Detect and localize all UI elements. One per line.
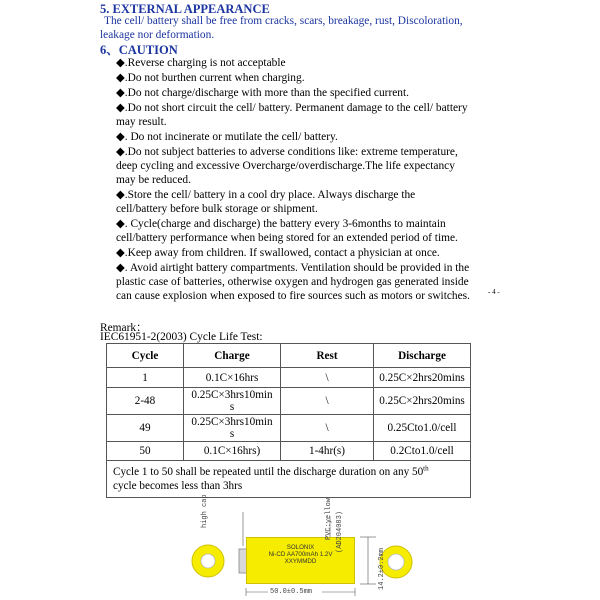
bullet-icon: ◆ — [116, 189, 125, 201]
caution-item-2: ◆.Do not burthen current when charging. — [116, 72, 305, 84]
bullet-icon: ◆ — [116, 218, 125, 230]
pvc-color-label: PVC:yellow — [325, 497, 333, 540]
cell-charge: 0.25C×3hrs10min s — [184, 415, 281, 442]
cell-discharge: 0.25C×2hrs20mins — [374, 388, 471, 415]
part-code-label: (AD204083) — [336, 510, 344, 553]
cell-rest: \ — [281, 415, 374, 442]
bullet-icon: ◆ — [116, 102, 125, 114]
cell-discharge: 0.2Cto1.0/cell — [374, 442, 471, 461]
caution-item-7: ◆.Store the cell/ battery in a cool dry place. Always discharge the — [116, 189, 416, 201]
bullet-icon: ◆ — [116, 146, 125, 158]
caution-item-3: ◆.Do not charge/discharge with more than the specified current. — [116, 87, 410, 99]
caution-item-10: ◆. Avoid airtight battery compartments. Ventilation should be provided in the — [116, 262, 470, 274]
cell-rest: 1-4hr(s) — [281, 442, 374, 461]
cell-charge: 0.1C×16hrs) — [184, 442, 281, 461]
bullet-icon: ◆ — [116, 131, 125, 143]
cell-rest: \ — [281, 368, 374, 388]
col-header-discharge: Discharge — [374, 344, 471, 368]
col-header-charge: Charge — [184, 344, 281, 368]
bullet-icon: ◆ — [116, 87, 125, 99]
brand-label: SOLONIX — [286, 544, 315, 551]
cell-cycle: 1 — [107, 368, 184, 388]
caution-item-7-cont: cell/battery before bulk storage or shipment. — [116, 203, 318, 215]
caution-item-10-cont-2: can cause explosion when exposed to fire sources such as motors or switches. — [116, 290, 470, 302]
high-cap-label: high cap — [201, 494, 209, 528]
caution-item-6-cont-2: may be reduced. — [116, 174, 191, 186]
caution-item-6: ◆.Do not subject batteries to adverse conditions like: extreme temperature, — [116, 146, 458, 158]
date-code-label: XXYMMDD — [284, 558, 317, 565]
cycle-note: Cycle 1 to 50 shall be repeated until the discharge duration on any 50th cycle becomes less than 3hrs — [107, 461, 471, 498]
length-dimension: 50.0±0.5mm — [270, 588, 313, 596]
section-5-heading: 5. EXTERNAL APPEARANCE — [100, 2, 270, 16]
bullet-icon: ◆ — [116, 247, 125, 259]
remark-label: Remark： — [100, 322, 148, 334]
battery-end-view-left — [192, 545, 224, 577]
cell-charge: 0.25C×3hrs10min s — [184, 388, 281, 415]
caution-item-1: ◆.Reverse charging is not acceptable — [116, 57, 286, 69]
cell-cycle: 2-48 — [107, 388, 184, 415]
col-header-rest: Rest — [281, 344, 374, 368]
cell-cycle: 49 — [107, 415, 184, 442]
cell-discharge: 0.25Cto1.0/cell — [374, 415, 471, 442]
col-header-cycle: Cycle — [107, 344, 184, 368]
section-5-body: The cell/ battery shall be free from cracks, scars, breakage, rust, Discoloration, leakage nor deformation. — [100, 15, 463, 41]
caution-item-4-cont: may result. — [116, 116, 167, 128]
bullet-icon: ◆ — [116, 72, 125, 84]
caution-item-8-cont: cell/battery performance when being stored for an extended period of time. — [116, 232, 458, 244]
bullet-icon: ◆ — [116, 57, 125, 69]
caution-item-10-cont-1: plastic case of batteries, otherwise oxygen and hydrogen gas generated inside — [116, 276, 469, 288]
caution-item-8: ◆. Cycle(charge and discharge) the battery every 3-6months to maintain — [116, 218, 446, 230]
caution-item-4: ◆.Do not short circuit the cell/ battery. Permanent damage to the cell/ battery — [116, 102, 468, 114]
page-number: - 4 - — [488, 288, 500, 296]
cell-discharge: 0.25C×2hrs20mins — [374, 368, 471, 388]
caution-item-6-cont-1: deep cycling and excessive Overcharge/overdischarge.The life expectancy — [116, 160, 455, 172]
cell-rest: \ — [281, 388, 374, 415]
caution-item-9: ◆.Keep away from children. If swallowed, contact a physician at once. — [116, 247, 440, 259]
test-title: IEC61951-2(2003) Cycle Life Test: — [100, 331, 263, 343]
caution-item-5: ◆. Do not incinerate or mutilate the cell/ battery. — [116, 131, 338, 143]
cell-charge: 0.1C×16hrs — [184, 368, 281, 388]
diameter-dimension: 14.2±0.2mm — [378, 547, 386, 590]
cell-cycle: 50 — [107, 442, 184, 461]
section-6-heading: 6、CAUTION — [100, 43, 178, 57]
spec-label: Ni-CD AA700mAh 1.2V — [268, 551, 333, 558]
bullet-icon: ◆ — [116, 262, 125, 274]
